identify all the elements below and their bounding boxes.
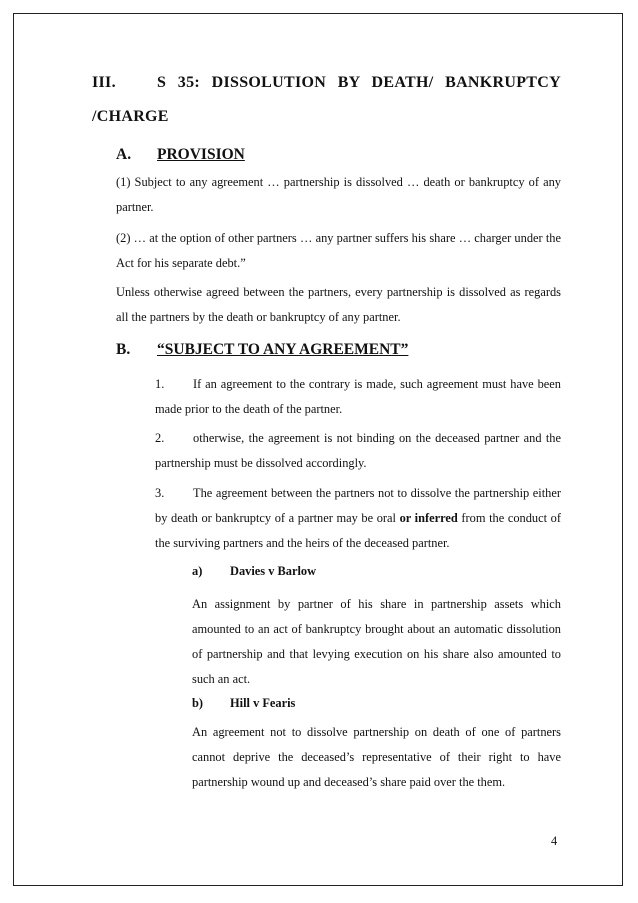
provision-paragraph-1: (1) Subject to any agreement … partnership is dissolved … death or bankruptcy of any partner.	[116, 175, 561, 214]
list-item-text: If an agreement to the contrary is made, such agreement must have been made prior to the death of the partner.	[155, 377, 561, 416]
list-item-number: 3.	[155, 486, 165, 500]
case-name: Hill v Fearis	[230, 696, 296, 710]
list-item	[155, 426, 561, 476]
list-item-text-continued: from the conduct of the surviving partners and the heirs of the deceased partner.	[155, 511, 561, 550]
page-number: 4	[551, 834, 558, 848]
list-item	[155, 481, 561, 556]
list-item-number: 1.	[155, 377, 165, 391]
list-item-text: otherwise, the agreement is not binding on the deceased partner and the partnership must be dissolved accordingly.	[155, 431, 561, 470]
list-item-text: The agreement between the partners not to dissolve the partnership either by death or bankruptcy of a partner may be oral	[155, 486, 561, 525]
part-b-heading: “SUBJECT TO ANY AGREEMENT”	[157, 341, 409, 358]
case-letter: a)	[192, 564, 203, 578]
section-title-continued: /CHARGE	[92, 108, 169, 125]
list-item-emphasis: or inferred	[399, 511, 458, 525]
case-name: Davies v Barlow	[230, 564, 317, 578]
provision-paragraph-2: (2) … at the option of other partners … any partner suffers his share … charger under the Act for his separate debt.”	[116, 231, 561, 270]
part-a-letter: A.	[116, 146, 132, 163]
provision-paragraph-3: Unless otherwise agreed between the partners, every partnership is dissolved as regards all the partners by the death or bankruptcy of any partner.	[116, 285, 561, 324]
case-summary: An agreement not to dissolve partnership on death of one of partners cannot deprive the deceased’s representative of their right to have partnership wound up and deceased’s share paid over the them.	[192, 725, 561, 789]
part-a-heading: PROVISION	[157, 146, 245, 163]
case-letter: b)	[192, 696, 204, 710]
list-item	[155, 372, 561, 422]
list-item-number: 2.	[155, 431, 165, 445]
case-summary: An assignment by partner of his share in partnership assets which amounted to an act of bankruptcy brought about an automatic dissolution of partnership and that levying execution on his share also amounted to such an act.	[192, 597, 561, 686]
section-title: S 35: DISSOLUTION BY DEATH/ BANKRUPTCY	[157, 74, 561, 91]
section-number: III.	[92, 74, 116, 91]
part-b-letter: B.	[116, 341, 131, 358]
